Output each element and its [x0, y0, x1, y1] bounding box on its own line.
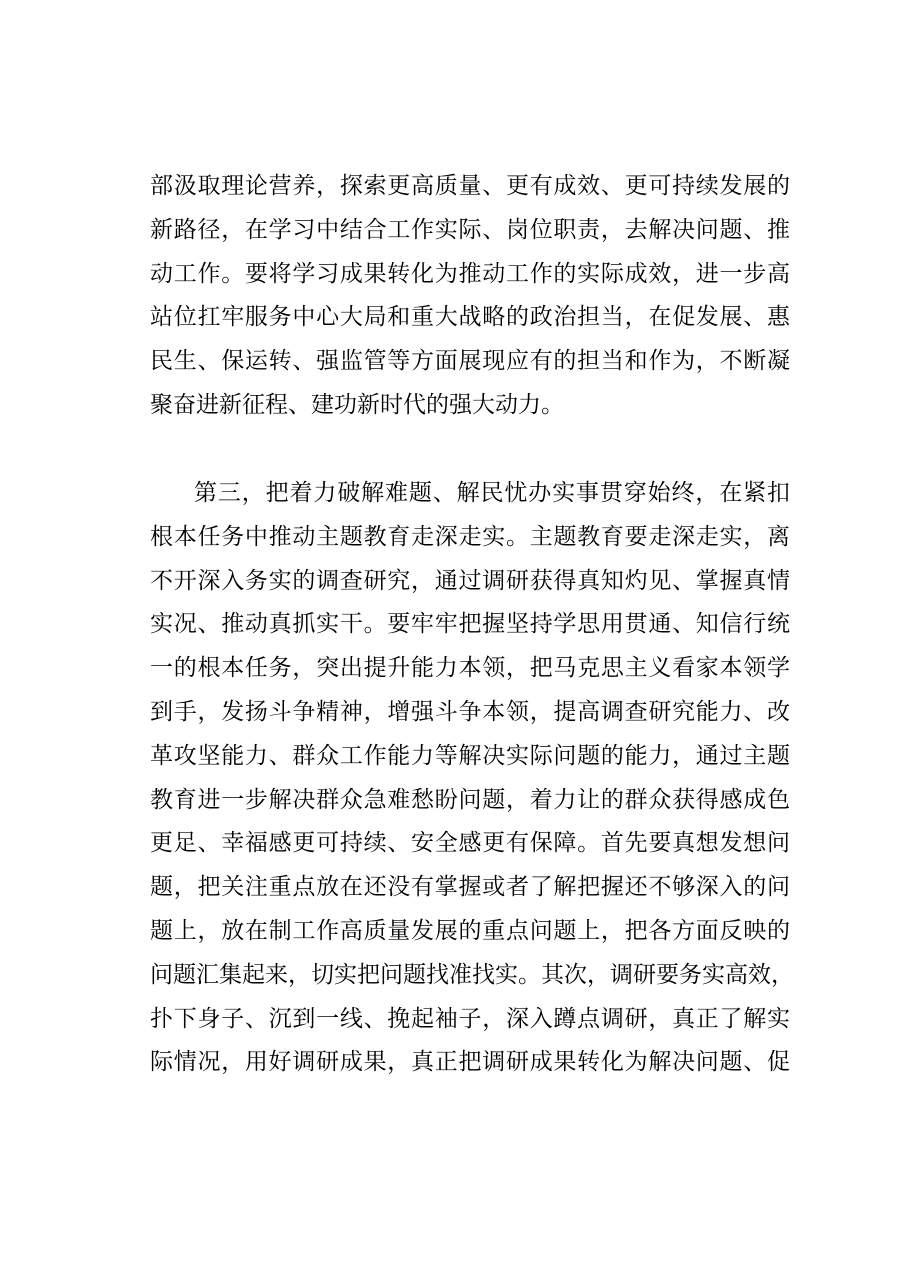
paragraph-line: 教育进一步解决群众急难愁盼问题，着力让的群众获得感成色	[150, 786, 790, 813]
paragraph-line: 不开深入务实的调查研究，通过调研获得真知灼见、掌握真情	[150, 567, 790, 594]
paragraph-line: 民生、保运转、强监管等方面展现应有的担当和作为，不断凝	[150, 348, 790, 375]
paragraph-line: 更足、幸福感更可持续、安全感更有保障。首先要真想发想问	[150, 830, 790, 857]
paragraph-line: 实况、推动真抓实干。要牢牢把握坚持学思用贯通、知信行统	[150, 611, 790, 638]
paragraph-line: 动工作。要将学习成果转化为推动工作的实际成效，进一步高	[150, 260, 790, 287]
paragraph-line: 革攻坚能力、群众工作能力等解决实际问题的能力，通过主题	[150, 742, 790, 769]
paragraph-1	[150, 165, 790, 428]
paragraph-line: 第三，把着力破解难题、解民忧办实事贯穿始终，在紧扣	[194, 480, 790, 506]
paragraph-line: 部汲取理论营养，探索更高质量、更有成效、更可持续发展的	[150, 173, 790, 199]
paragraph-line: 根本任务中推动主题教育走深走实。主题教育要走深走实，离	[150, 523, 790, 550]
paragraph-line: 聚奋进新征程、建功新时代的强大动力。	[150, 391, 564, 418]
paragraph-line: 际情况，用好调研成果，真正把调研成果转化为解决问题、促	[150, 1049, 790, 1076]
paragraph-line: 站位扛牢服务中心大局和重大战略的政治担当，在促发展、惠	[150, 304, 790, 331]
paragraph-line: 到手，发扬斗争精神，增强斗争本领，提高调查研究能力、改	[150, 698, 790, 725]
paragraph-line: 问题汇集起来，切实把问题找准找实。其次，调研要务实高效，	[150, 961, 794, 988]
paragraph-line: 题上，放在制工作高质量发展的重点问题上，把各方面反映的	[150, 917, 790, 944]
paragraph-line: 新路径，在学习中结合工作实际、岗位职责，去解决问题、推	[150, 216, 790, 243]
paragraph-line: 题，把关注重点放在还没有掌握或者了解把握还不够深入的问	[150, 874, 790, 901]
paragraph-2	[150, 472, 794, 1085]
paragraph-line: 扑下身子、沉到一线、挽起袖子，深入蹲点调研，真正了解实	[150, 1005, 790, 1032]
paragraph-line: 一的根本任务，突出提升能力本领，把马克思主义看家本领学	[150, 655, 790, 682]
